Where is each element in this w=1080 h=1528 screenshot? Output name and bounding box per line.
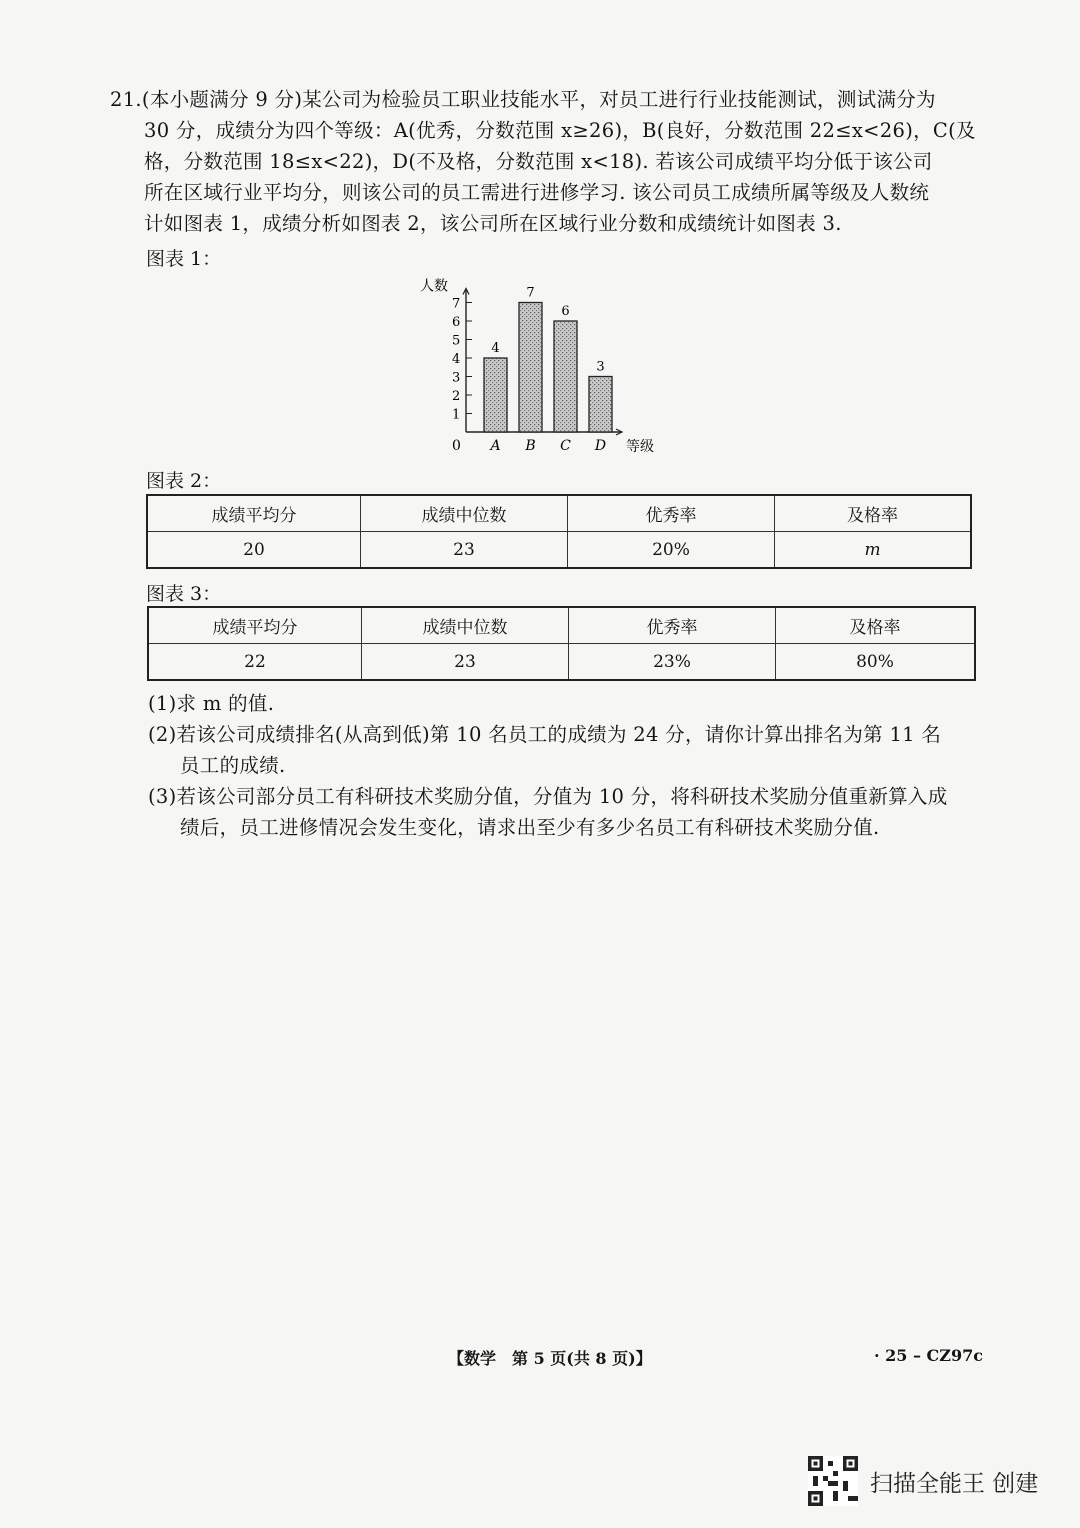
table-header: 优秀率 bbox=[568, 495, 775, 532]
page-footer: 【数学 第 5 页(共 8 页)】 bbox=[448, 1349, 652, 1368]
bar bbox=[589, 377, 612, 433]
y-tick-label: 3 bbox=[452, 370, 461, 386]
category-label: C bbox=[560, 438, 571, 454]
bar bbox=[519, 303, 542, 433]
table-header: 优秀率 bbox=[569, 607, 776, 644]
table-cell: m bbox=[775, 532, 972, 569]
page-code: · 25 – CZ97c bbox=[874, 1346, 983, 1365]
problem-line: 30 分，成绩分为四个等级：A(优秀，分数范围 x≥26)，B(良好，分数范围 22≤x<26)，C(及 bbox=[144, 119, 976, 142]
bar-value-label: 7 bbox=[526, 285, 535, 301]
table-cell: 23 bbox=[361, 532, 568, 569]
y-tick-label: 4 bbox=[452, 352, 461, 367]
problem-line: 21.(本小题满分 9 分)某公司为检验员工职业技能水平，对员工进行行业技能测试，测试满分为 bbox=[110, 88, 936, 111]
table2 bbox=[146, 494, 972, 569]
chart1-label: 图表 1： bbox=[146, 248, 222, 270]
problem-line: 格，分数范围 18≤x<22)，D(不及格，分数范围 x<18). 若该公司成绩平均分低于该公司 bbox=[144, 150, 933, 173]
table3-label: 图表 3： bbox=[146, 583, 222, 605]
y-tick-label: 1 bbox=[452, 407, 461, 423]
bar bbox=[484, 358, 507, 432]
problem-statement bbox=[110, 84, 980, 239]
watermark-text: 扫描全能王 创建 bbox=[870, 1470, 1039, 1497]
y-axis-label: 人数 bbox=[420, 278, 448, 295]
table-row bbox=[147, 495, 971, 532]
table-row bbox=[148, 607, 975, 644]
bar bbox=[554, 321, 577, 432]
problem-line: 计如图表 1，成绩分析如图表 2，该公司所在区域行业分数和成绩统计如图表 3. bbox=[144, 212, 842, 235]
table-cell: 20% bbox=[568, 532, 775, 569]
table-header: 及格率 bbox=[776, 607, 976, 644]
table-row bbox=[148, 644, 975, 681]
question-2-cont: 员工的成绩. bbox=[180, 754, 286, 777]
bar-value-label: 4 bbox=[491, 341, 500, 356]
question-3-cont: 绩后，员工进修情况会发生变化，请求出至少有多少名员工有科研技术奖励分值. bbox=[180, 816, 880, 839]
question-3: (3)若该公司部分员工有科研技术奖励分值，分值为 10 分，将科研技术奖励分值重新算入成 bbox=[148, 785, 948, 808]
qr-code-icon bbox=[808, 1456, 858, 1506]
scanner-watermark bbox=[808, 1456, 1038, 1506]
y-tick-label: 2 bbox=[452, 389, 461, 404]
table-cell: 23 bbox=[362, 644, 569, 681]
bar-value-label: 6 bbox=[561, 304, 570, 319]
table-cell: 22 bbox=[148, 644, 362, 681]
table-cell: 20 bbox=[147, 532, 361, 569]
category-label: D bbox=[594, 438, 607, 454]
problem-line: 所在区域行业平均分，则该公司的员工需进行进修学习. 该公司员工成绩所属等级及人数统 bbox=[144, 181, 930, 204]
table-header: 成绩中位数 bbox=[361, 495, 568, 532]
table2-label: 图表 2： bbox=[146, 470, 222, 492]
table-header: 成绩平均分 bbox=[148, 607, 362, 644]
table-header: 成绩中位数 bbox=[362, 607, 569, 644]
questions bbox=[148, 688, 988, 843]
category-label: A bbox=[490, 438, 501, 454]
y-tick-label: 6 bbox=[452, 315, 461, 330]
table-header: 及格率 bbox=[775, 495, 972, 532]
table-row bbox=[147, 532, 971, 569]
table-cell: 80% bbox=[776, 644, 976, 681]
category-label: B bbox=[525, 438, 536, 454]
table-cell: 23% bbox=[569, 644, 776, 681]
y-tick-label: 5 bbox=[452, 333, 461, 349]
bar-value-label: 3 bbox=[596, 359, 605, 375]
question-1: (1)求 m 的值. bbox=[148, 692, 275, 715]
y-tick-label: 7 bbox=[452, 296, 461, 312]
question-2: (2)若该公司成绩排名(从高到低)第 10 名员工的成绩为 24 分，请你计算出排名为第 11 名 bbox=[148, 723, 942, 746]
origin-label: 0 bbox=[452, 438, 461, 454]
bar-chart bbox=[410, 272, 680, 462]
problem-number: 21. bbox=[110, 88, 142, 111]
table3 bbox=[147, 606, 976, 681]
table-header: 成绩平均分 bbox=[147, 495, 361, 532]
x-axis-label: 等级 bbox=[626, 439, 654, 455]
